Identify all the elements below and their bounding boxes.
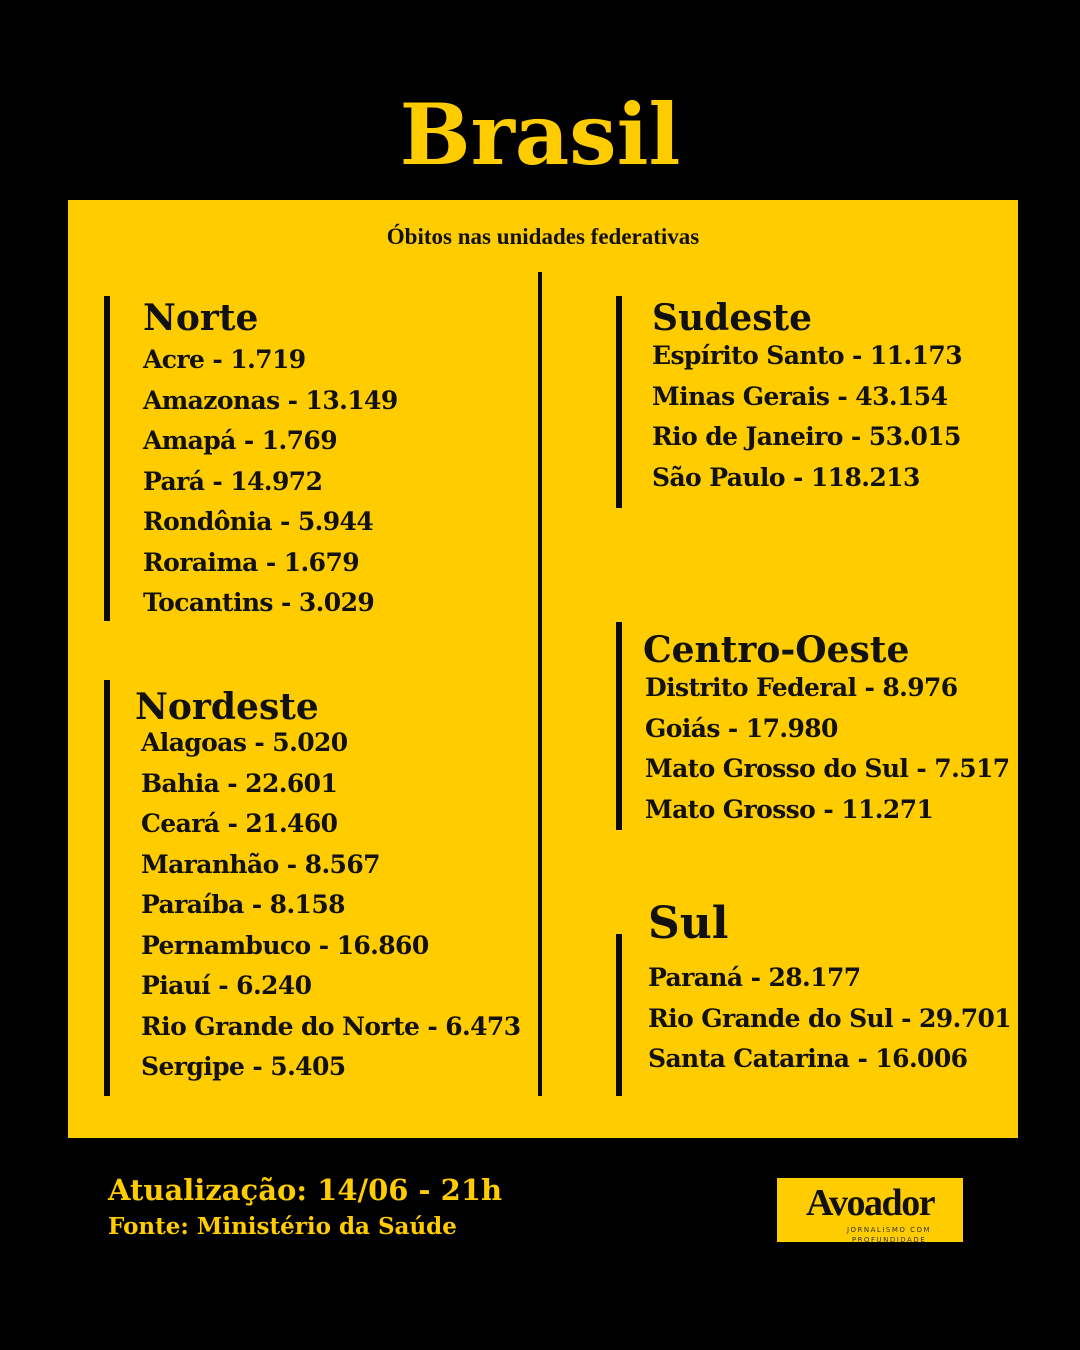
- logo-tagline: JORNALISMO COM PROFUNDIDADE: [846, 1226, 932, 1242]
- state-item: Bahia - 22.601: [141, 768, 338, 798]
- state-item: Piauí - 6.240: [141, 971, 312, 1000]
- deaths-panel: [68, 200, 1018, 1138]
- state-list-sul: [648, 958, 1011, 1080]
- region-bar-sul: [616, 934, 622, 1096]
- state-item: Ceará - 21.460: [141, 809, 338, 838]
- state-item: Amazonas - 13.149: [143, 385, 398, 415]
- state-item: Roraima - 1.679: [143, 547, 360, 577]
- state-item: Alagoas - 5.020: [141, 728, 348, 757]
- state-list-norte: [143, 340, 398, 624]
- state-item: Rio Grande do Norte - 6.473: [141, 1011, 521, 1041]
- state-item: Paraíba - 8.158: [141, 890, 345, 919]
- column-divider: [538, 272, 542, 1096]
- state-item: Pará - 14.972: [143, 466, 323, 496]
- state-item: Espírito Santo - 11.173: [652, 341, 963, 370]
- region-title-nordeste: Nordeste: [135, 686, 319, 728]
- panel-subtitle: Óbitos nas unidades federativas: [386, 224, 700, 249]
- state-item: Goiás - 17.980: [645, 713, 838, 743]
- state-item: Pernambuco - 16.860: [141, 930, 429, 960]
- state-item: Rio Grande do Sul - 29.701: [648, 1003, 1012, 1033]
- region-title-sudeste: Sudeste: [652, 297, 813, 339]
- avoador-logo: [777, 1178, 963, 1242]
- region-sul: [648, 898, 1011, 1080]
- state-item: Distrito Federal - 8.976: [645, 673, 958, 702]
- state-item: Tocantins - 3.029: [143, 588, 375, 617]
- state-list-sudeste: [652, 336, 962, 498]
- state-item: Maranhão - 8.567: [141, 849, 380, 879]
- region-title-sul: Sul: [648, 898, 729, 949]
- state-item: Paraná - 28.177: [648, 963, 861, 992]
- region-bar-centro-oeste: [616, 622, 622, 830]
- region-bar-norte: [104, 296, 110, 621]
- state-list-centro-oeste: [643, 668, 1010, 830]
- region-nordeste: [135, 685, 521, 1088]
- logo-name: Avoador: [805, 1182, 935, 1224]
- region-sudeste: [652, 296, 962, 498]
- data-source: Fonte: Ministério da Saúde: [108, 1213, 457, 1240]
- state-item: Sergipe - 5.405: [141, 1052, 346, 1081]
- state-list-nordeste: [135, 723, 521, 1088]
- region-norte: [143, 296, 398, 624]
- state-item: Mato Grosso do Sul - 7.517: [645, 754, 1010, 783]
- update-timestamp: Atualização: 14/06 - 21h: [108, 1173, 503, 1207]
- state-item: Amapá - 1.769: [143, 426, 337, 455]
- region-bar-sudeste: [616, 296, 622, 508]
- region-title-centro-oeste: Centro-Oeste: [643, 629, 910, 671]
- region-title-norte: Norte: [143, 297, 259, 339]
- state-item: São Paulo - 118.213: [652, 462, 920, 492]
- page-title: Brasil: [399, 85, 681, 184]
- state-item: Rondônia - 5.944: [143, 507, 374, 536]
- region-centro-oeste: [643, 628, 1010, 830]
- state-item: Acre - 1.719: [143, 345, 306, 374]
- state-item: Mato Grosso - 11.271: [645, 794, 934, 824]
- region-bar-nordeste: [104, 680, 110, 1096]
- state-item: Minas Gerais - 43.154: [652, 381, 948, 411]
- state-item: Rio de Janeiro - 53.015: [652, 422, 961, 451]
- state-item: Santa Catarina - 16.006: [648, 1044, 968, 1073]
